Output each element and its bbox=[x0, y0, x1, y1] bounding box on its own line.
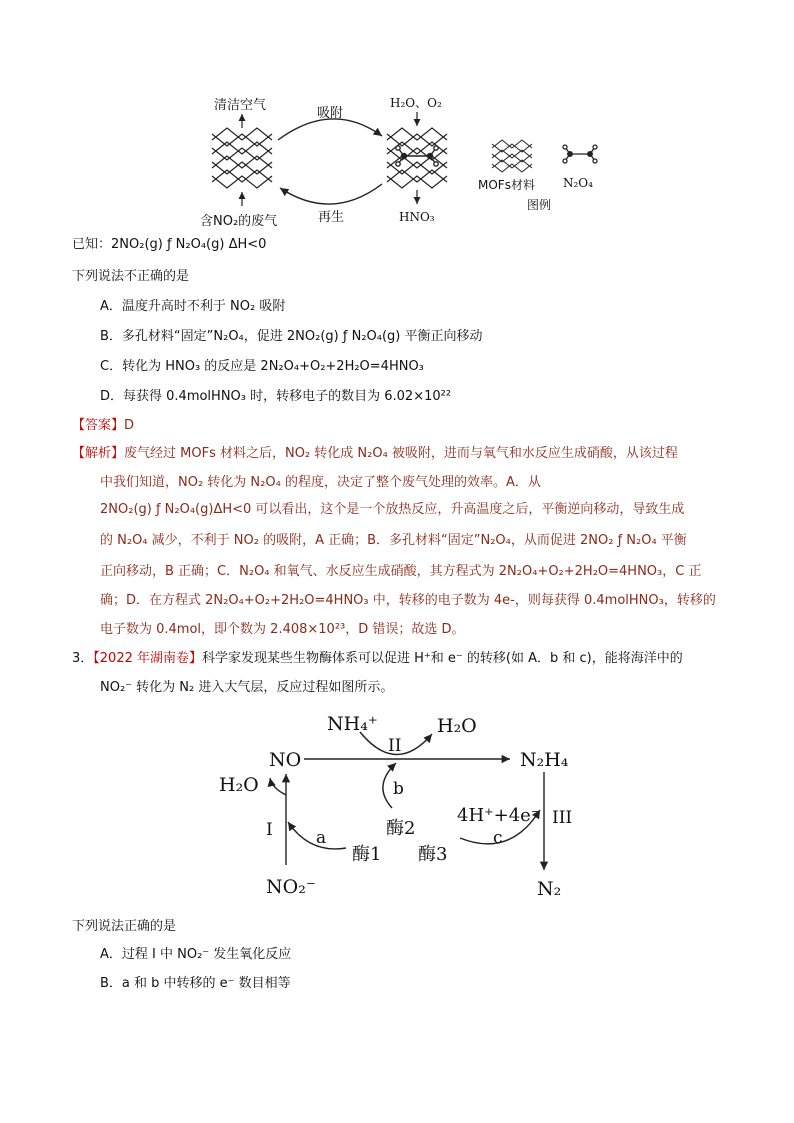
label-clean-air: 清洁空气 bbox=[214, 98, 267, 113]
analysis-tag: 【解析】 bbox=[72, 446, 125, 461]
legend-n2o4-label: N₂O₄ bbox=[563, 176, 593, 190]
q3-stem2: 下列说法正确的是 bbox=[72, 919, 177, 934]
q3-stem bbox=[72, 649, 683, 669]
answer-value: D bbox=[124, 418, 135, 433]
mof-left-icon bbox=[212, 128, 272, 188]
label-n2: N₂ bbox=[537, 878, 562, 900]
mof-right-icon bbox=[387, 128, 447, 188]
label-h2o-top: H₂O bbox=[437, 715, 477, 737]
stem-text: 科学家发现某些生物酶体系可以促进 H⁺和 e⁻ 的转移(如 A．b 和 c)，能将海洋中的 bbox=[202, 651, 683, 666]
label-i: I bbox=[266, 820, 273, 840]
known-condition: 已知：2NO₂(g) ƒ N₂O₄(g) ΔH<0 bbox=[72, 237, 267, 252]
label-enzyme1: 酶1 bbox=[352, 844, 382, 865]
label-hno3: HNO₃ bbox=[399, 210, 435, 224]
label-n2h4: N₂H₄ bbox=[520, 749, 569, 771]
answer-tag: 【答案】 bbox=[72, 418, 125, 433]
regen-arrow bbox=[280, 184, 382, 204]
q3-stem-line2: NO₂⁻ 转化为 N₂ 进入大气层，反应过程如图所示。 bbox=[100, 680, 394, 695]
analysis-line: 电子数为 0.4mol，即个数为 2.408×10²³，D 错误；故选 D。 bbox=[100, 622, 465, 637]
option-b: B．多孔材料“固定”N₂O₄，促进 2NO₂(g) ƒ N₂O₄(g) 平衡正向移动 bbox=[100, 329, 483, 344]
analysis-line: 确；D．在方程式 2N₂O₄+O₂+2H₂O=4HNO₃ 中，转移的电子数为 4e-，则每获得 0.4molHNO₃，转移的 bbox=[100, 593, 716, 608]
legend-mofs-label: MOFs材料 bbox=[478, 178, 535, 192]
label-enzyme2: 酶2 bbox=[386, 818, 416, 839]
label-enzyme3: 酶3 bbox=[418, 844, 448, 865]
question-source: 【2022 年湖南卷】 bbox=[93, 651, 202, 666]
legend-mofs-icon bbox=[492, 140, 532, 172]
q3-option-a: A．过程 I 中 NO₂⁻ 发生氧化反应 bbox=[100, 947, 292, 962]
label-h2o-o2: H₂O、O₂ bbox=[390, 96, 442, 110]
adsorb-arrow bbox=[278, 119, 382, 140]
label-iii: III bbox=[552, 808, 573, 828]
label-regen: 再生 bbox=[318, 210, 345, 225]
analysis-line: 废气经过 MOFs 材料之后，NO₂ 转化成 N₂O₄ 被吸附，进而与氧气和水反应生成硝酸，从该过程 bbox=[124, 446, 678, 461]
question-stem: 下列说法不正确的是 bbox=[72, 269, 190, 284]
option-c: C．转化为 HNO₃ 的反应是 2N₂O₄+O₂+2H₂O=4HNO₃ bbox=[100, 359, 424, 374]
label-adsorb: 吸附 bbox=[317, 106, 344, 121]
q3-option-b: B．a 和 b 中转移的 e⁻ 数目相等 bbox=[100, 976, 291, 991]
label-no: NO bbox=[269, 749, 302, 771]
option-d: D．每获得 0.4molHNO₃ 时，转移电子的数目为 6.02×10²² bbox=[100, 389, 452, 404]
label-h2o-left: H₂O bbox=[219, 774, 259, 796]
answer bbox=[72, 416, 134, 436]
legend-n2o4-icon bbox=[563, 145, 597, 163]
analysis-line: 2NO₂(g) ƒ N₂O₄(g)ΔH<0 可以看出，这个是一个放热反应，升高温度之后，平衡逆向移动，导致生成 bbox=[100, 502, 685, 517]
label-waste-gas: 含NO₂的废气 bbox=[200, 214, 278, 229]
question-number: 3． bbox=[72, 651, 94, 666]
analysis-line: 的 N₂O₄ 减少，不利于 NO₂ 的吸附，A 正确；B．多孔材料“固定”N₂O₄，从而促进 2NO₂ ƒ N₂O₄ 平衡 bbox=[100, 533, 687, 548]
analysis-line: 正向移动，B 正确；C．N₂O₄ 和氧气、水反应生成硝酸，其方程式为 2N₂O₄+O₂+2H₂O=4HNO₃，C 正 bbox=[100, 564, 702, 579]
label-no2: NO₂⁻ bbox=[266, 876, 316, 898]
analysis-line: 中我们知道，NO₂ 转化为 N₂O₄ 的程度，决定了整个废气处理的效率。A．从 bbox=[100, 475, 541, 490]
label-h-e: 4H⁺+4e⁻ bbox=[457, 805, 541, 826]
label-c: c bbox=[493, 828, 503, 848]
label-ii: II bbox=[388, 736, 402, 756]
legend-title: 图例 bbox=[527, 198, 552, 212]
label-nh4: NH₄⁺ bbox=[327, 713, 378, 735]
option-a: A．温度升高时不利于 NO₂ 吸附 bbox=[100, 299, 286, 314]
label-a: a bbox=[316, 828, 327, 848]
analysis-first-line bbox=[72, 444, 678, 464]
adsorbed-n2o4-icon bbox=[396, 146, 438, 166]
h2o-left-curve-arrow bbox=[270, 778, 286, 795]
label-b: b bbox=[393, 779, 404, 799]
